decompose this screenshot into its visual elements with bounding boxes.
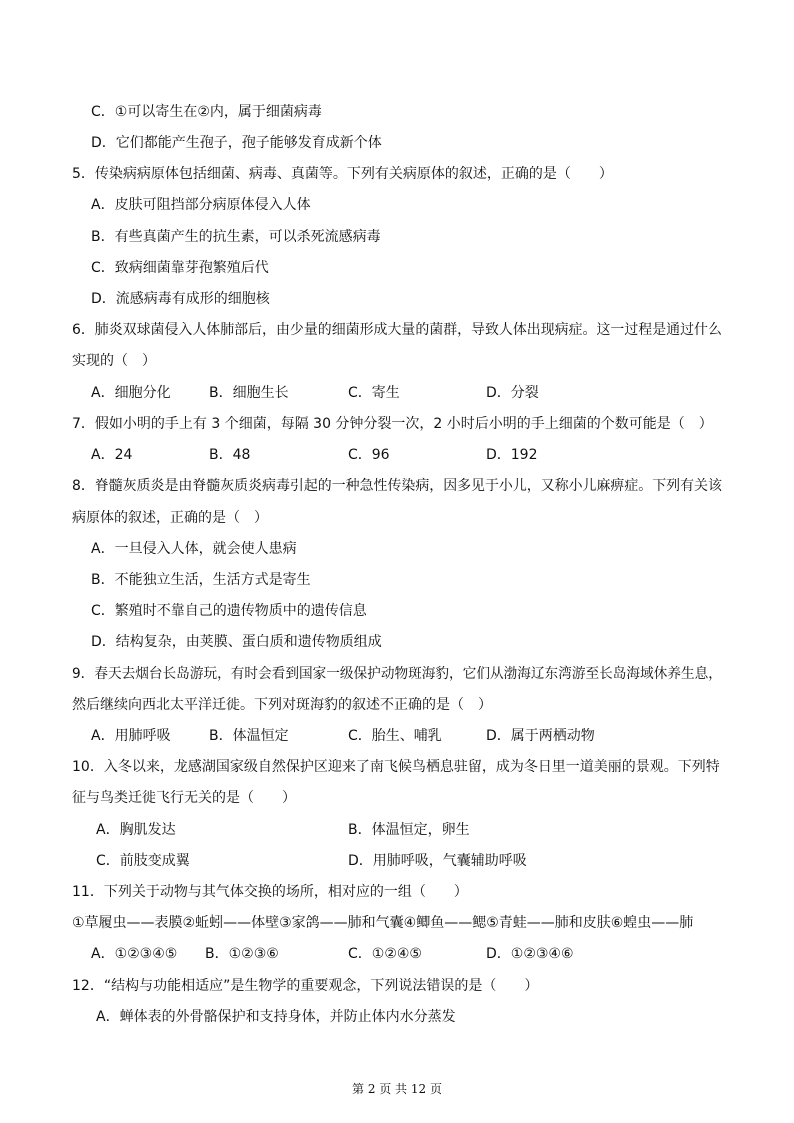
q7-option-d: D．192 [486,447,538,463]
q5-option-d: D．流感病毒有成形的细胞核 [91,291,270,307]
q11-option-d: D．①②③④⑥ [486,946,574,962]
q11-stem: 11．下列关于动物与其气体交换的场所，相对应的一组（ ） [72,884,468,900]
q6-stem-line2: 实现的（ ） [72,353,156,369]
q8-option-c: C．繁殖时不靠自己的遗传物质中的遗传信息 [91,603,367,619]
q9-stem-line2: 然后继续向西北太平洋迁徙。下列对斑海豹的叙述不正确的是（ ） [72,697,492,713]
q8-stem-line1: 8．脊髓灰质炎是由脊髓灰质炎病毒引起的一种急性传染病，因多见于小儿，又称小儿麻痹症。下列有关该 [72,478,722,494]
q9-option-b: B．体温恒定 [209,728,289,744]
q10-option-c: C．前肢变成翼 [96,853,190,869]
q12-stem: 12．“结构与功能相适应”是生物学的重要观念，下列说法错误的是（ ） [72,978,539,994]
q7-option-a: A．24 [91,447,133,463]
page-footer: 第 2 页 共 12 页 [352,1082,442,1096]
q7-stem: 7．假如小明的手上有 3 个细菌，每隔 30 分钟分裂一次，2 小时后小明的手上细菌的个数可能是（ ） [72,416,713,432]
q6-option-a: A．细胞分化 [91,385,171,401]
q12-option-a: A．蝉体表的外骨骼保护和支持身体，并防止体内水分蒸发 [96,1009,456,1025]
q11-option-c: C．①②④⑤ [348,946,422,962]
q5-option-c: C．致病细菌靠芽孢繁殖后代 [91,260,269,276]
q10-stem-line1: 10．入冬以来，龙感湖国家级自然保护区迎来了南飞候鸟栖息驻留，成为冬日里一道美丽的景观。下列特 [72,759,720,775]
q6-option-b: B．细胞生长 [209,385,289,401]
q11-option-b: B．①②③⑥ [205,946,279,962]
q10-stem-line2: 征与鸟类迁徙飞行无关的是（ ） [72,790,296,806]
q10-option-a: A．胸肌发达 [96,822,176,838]
q5-option-a: A．皮肤可阻挡部分病原体侵入人体 [91,197,311,213]
q9-stem-line1: 9．春天去烟台长岛游玩，有时会看到国家一级保护动物斑海豹，它们从渤海辽东湾游至长岛海域休养生息， [72,666,722,682]
q7-option-c: C．96 [348,447,390,463]
q10-option-b: B．体温恒定，卵生 [348,822,470,838]
q10-option-d: D．用肺呼吸，气囊辅助呼吸 [348,853,527,869]
q9-option-a: A．用肺呼吸 [91,728,171,744]
q11-option-a: A．①②③④⑤ [91,946,178,962]
q8-stem-line2: 病原体的叙述，正确的是（ ） [72,510,268,526]
q5-option-b: B．有些真菌产生的抗生素，可以杀死流感病毒 [91,229,381,245]
q8-option-d: D．结构复杂，由荚膜、蛋白质和遗传物质组成 [91,634,382,650]
q5-stem: 5．传染病病原体包括细菌、病毒、真菌等。下列有关病原体的叙述，正确的是（ ） [72,166,613,182]
q4-option-c: C．①可以寄生在②内，属于细菌病毒 [91,104,322,120]
q4-option-d: D．它们都能产生孢子，孢子能够发育成新个体 [91,135,382,151]
q9-option-d: D．属于两栖动物 [486,728,595,744]
q9-option-c: C．胎生、哺乳 [348,728,442,744]
q8-option-b: B．不能独立生活，生活方式是寄生 [91,572,311,588]
q6-option-d: D．分裂 [486,385,539,401]
q6-option-c: C．寄生 [348,385,400,401]
q7-option-b: B．48 [209,447,251,463]
q8-option-a: A．一旦侵入人体，就会使人患病 [91,541,297,557]
q6-stem-line1: 6．肺炎双球菌侵入人体肺部后，由少量的细菌形成大量的菌群，导致人体出现病症。这一过程是通过什么 [72,322,722,338]
q11-pairs: ①草履虫——表膜②蚯蚓——体壁③家鸽——肺和气囊④鲫鱼——鳃⑤青蛙——肺和皮肤⑥蝗虫——肺 [72,915,694,931]
